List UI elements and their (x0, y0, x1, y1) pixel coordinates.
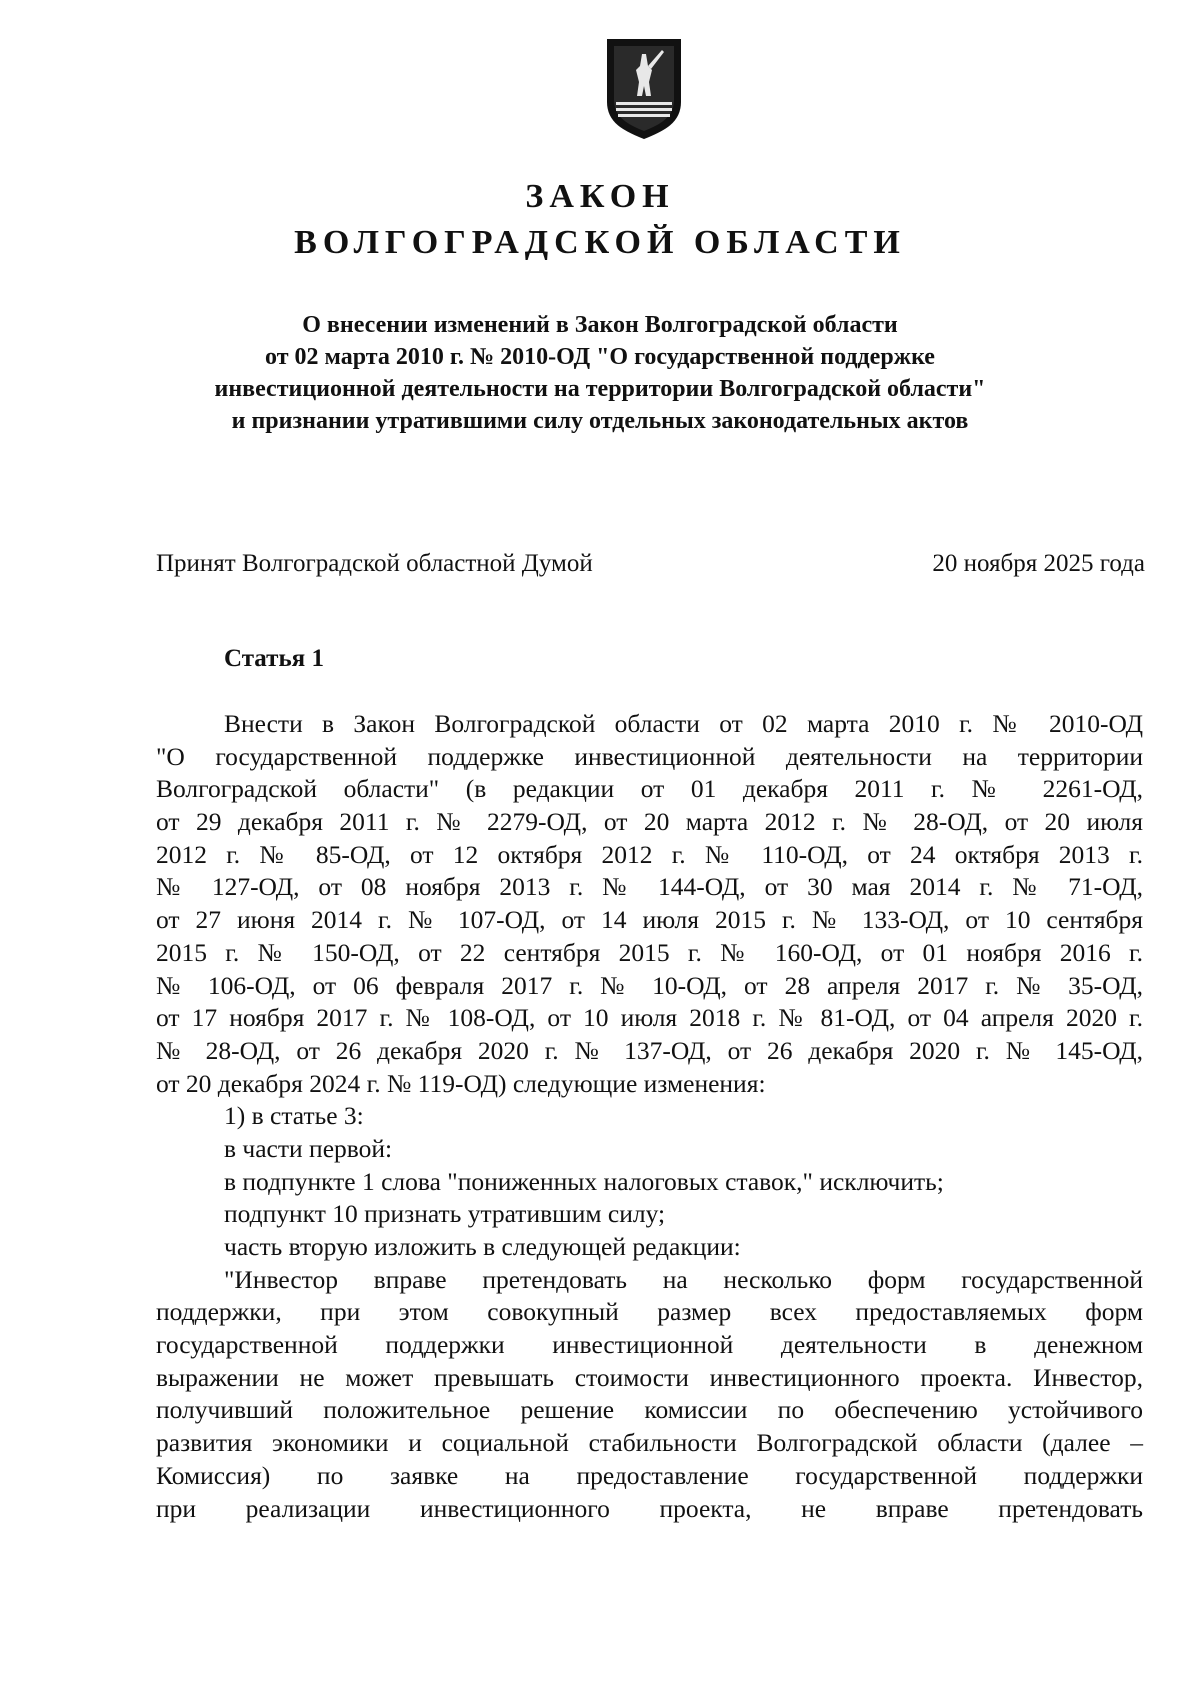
article-body-line: при реализации инвестиционного проекта, не вправе претендовать (156, 1493, 1143, 1523)
subject-line: от 02 марта 2010 г. № 2010-ОД "О государственной поддержке (265, 344, 935, 370)
article-body-line: Комиссия) по заявке на предоставление государственной поддержки (156, 1460, 1143, 1490)
subject-line: инвестиционной деятельности на территории Волгоградской области" (214, 376, 986, 402)
document-type-title: ЗАКОН (525, 178, 675, 215)
article-body-line: от 20 декабря 2024 г. № 119-ОД) следующие изменения: (156, 1068, 766, 1098)
article-body-line: получивший положительное решение комиссии по обеспечению устойчивого (156, 1395, 1143, 1425)
coat-of-arms-emblem-icon (602, 36, 686, 140)
article-body-line: № 127-ОД, от 08 ноября 2013 г. № 144-ОД, от 30 мая 2014 г. № 71-ОД, (156, 872, 1143, 902)
article-body-line: подпункт 10 признать утратившим силу; (224, 1199, 666, 1229)
subject-line: и признании утратившими силу отдельных законодательных актов (231, 408, 969, 434)
adoption-date: 20 ноября 2025 года (932, 550, 1145, 577)
article-body-line: 1) в статье 3: (224, 1101, 364, 1131)
article-body-line: № 106-ОД, от 06 февраля 2017 г. № 10-ОД, от 28 апреля 2017 г. № 35-ОД, (156, 970, 1143, 1000)
article-body-line: Волгоградской области" (в редакции от 01 декабря 2011 г. № 2261-ОД, (156, 774, 1143, 804)
article-body-line: в части первой: (224, 1133, 393, 1163)
article-body-line: в подпункте 1 слова "пониженных налоговых ставок," исключить; (224, 1166, 944, 1196)
article-body-line: государственной поддержки инвестиционной деятельности в денежном (156, 1330, 1143, 1360)
article-title: Статья 1 (224, 645, 324, 672)
article-body-line: поддержки, при этом совокупный размер всех предоставляемых форм (156, 1297, 1143, 1327)
document-region-title: ВОЛГОГРАДСКОЙ ОБЛАСТИ (294, 224, 906, 261)
article-body-line: выражении не может превышать стоимости инвестиционного проекта. Инвестор, (156, 1362, 1143, 1392)
article-body-line: № 28-ОД, от 26 декабря 2020 г. № 137-ОД, от 26 декабря 2020 г. № 145-ОД, (156, 1035, 1143, 1065)
subject-line: О внесении изменений в Закон Волгоградской области (302, 312, 898, 338)
article-body-text (156, 708, 1143, 1525)
adopted-by-text: Принят Волгоградской областной Думой (156, 550, 593, 577)
article-body-line: "Инвестор вправе претендовать на несколько форм государственной (224, 1264, 1143, 1294)
article-body-line: от 17 ноября 2017 г. № 108-ОД, от 10 июля 2018 г. № 81-ОД, от 04 апреля 2020 г. (156, 1003, 1143, 1033)
article-body-line: "О государственной поддержке инвестиционной деятельности на территории (156, 741, 1143, 771)
article-body-line: 2012 г. № 85-ОД, от 12 октября 2012 г. № 110-ОД, от 24 октября 2013 г. (156, 839, 1143, 869)
article-body-line: 2015 г. № 150-ОД, от 22 сентября 2015 г. № 160-ОД, от 01 ноября 2016 г. (156, 937, 1143, 967)
article-body-line: от 27 июня 2014 г. № 107-ОД, от 14 июля 2015 г. № 133-ОД, от 10 сентября (156, 905, 1143, 935)
article-body-line: Внести в Закон Волгоградской области от 02 марта 2010 г. № 2010-ОД (224, 709, 1143, 738)
article-body-line: часть вторую изложить в следующей редакции: (224, 1232, 741, 1261)
article-body-line: развития экономики и социальной стабильности Волгоградской области (далее – (156, 1428, 1143, 1458)
law-subject-heading (150, 309, 1050, 437)
article-body-line: от 29 декабря 2011 г. № 2279-ОД, от 20 марта 2012 г. № 28-ОД, от 20 июля (156, 807, 1143, 837)
